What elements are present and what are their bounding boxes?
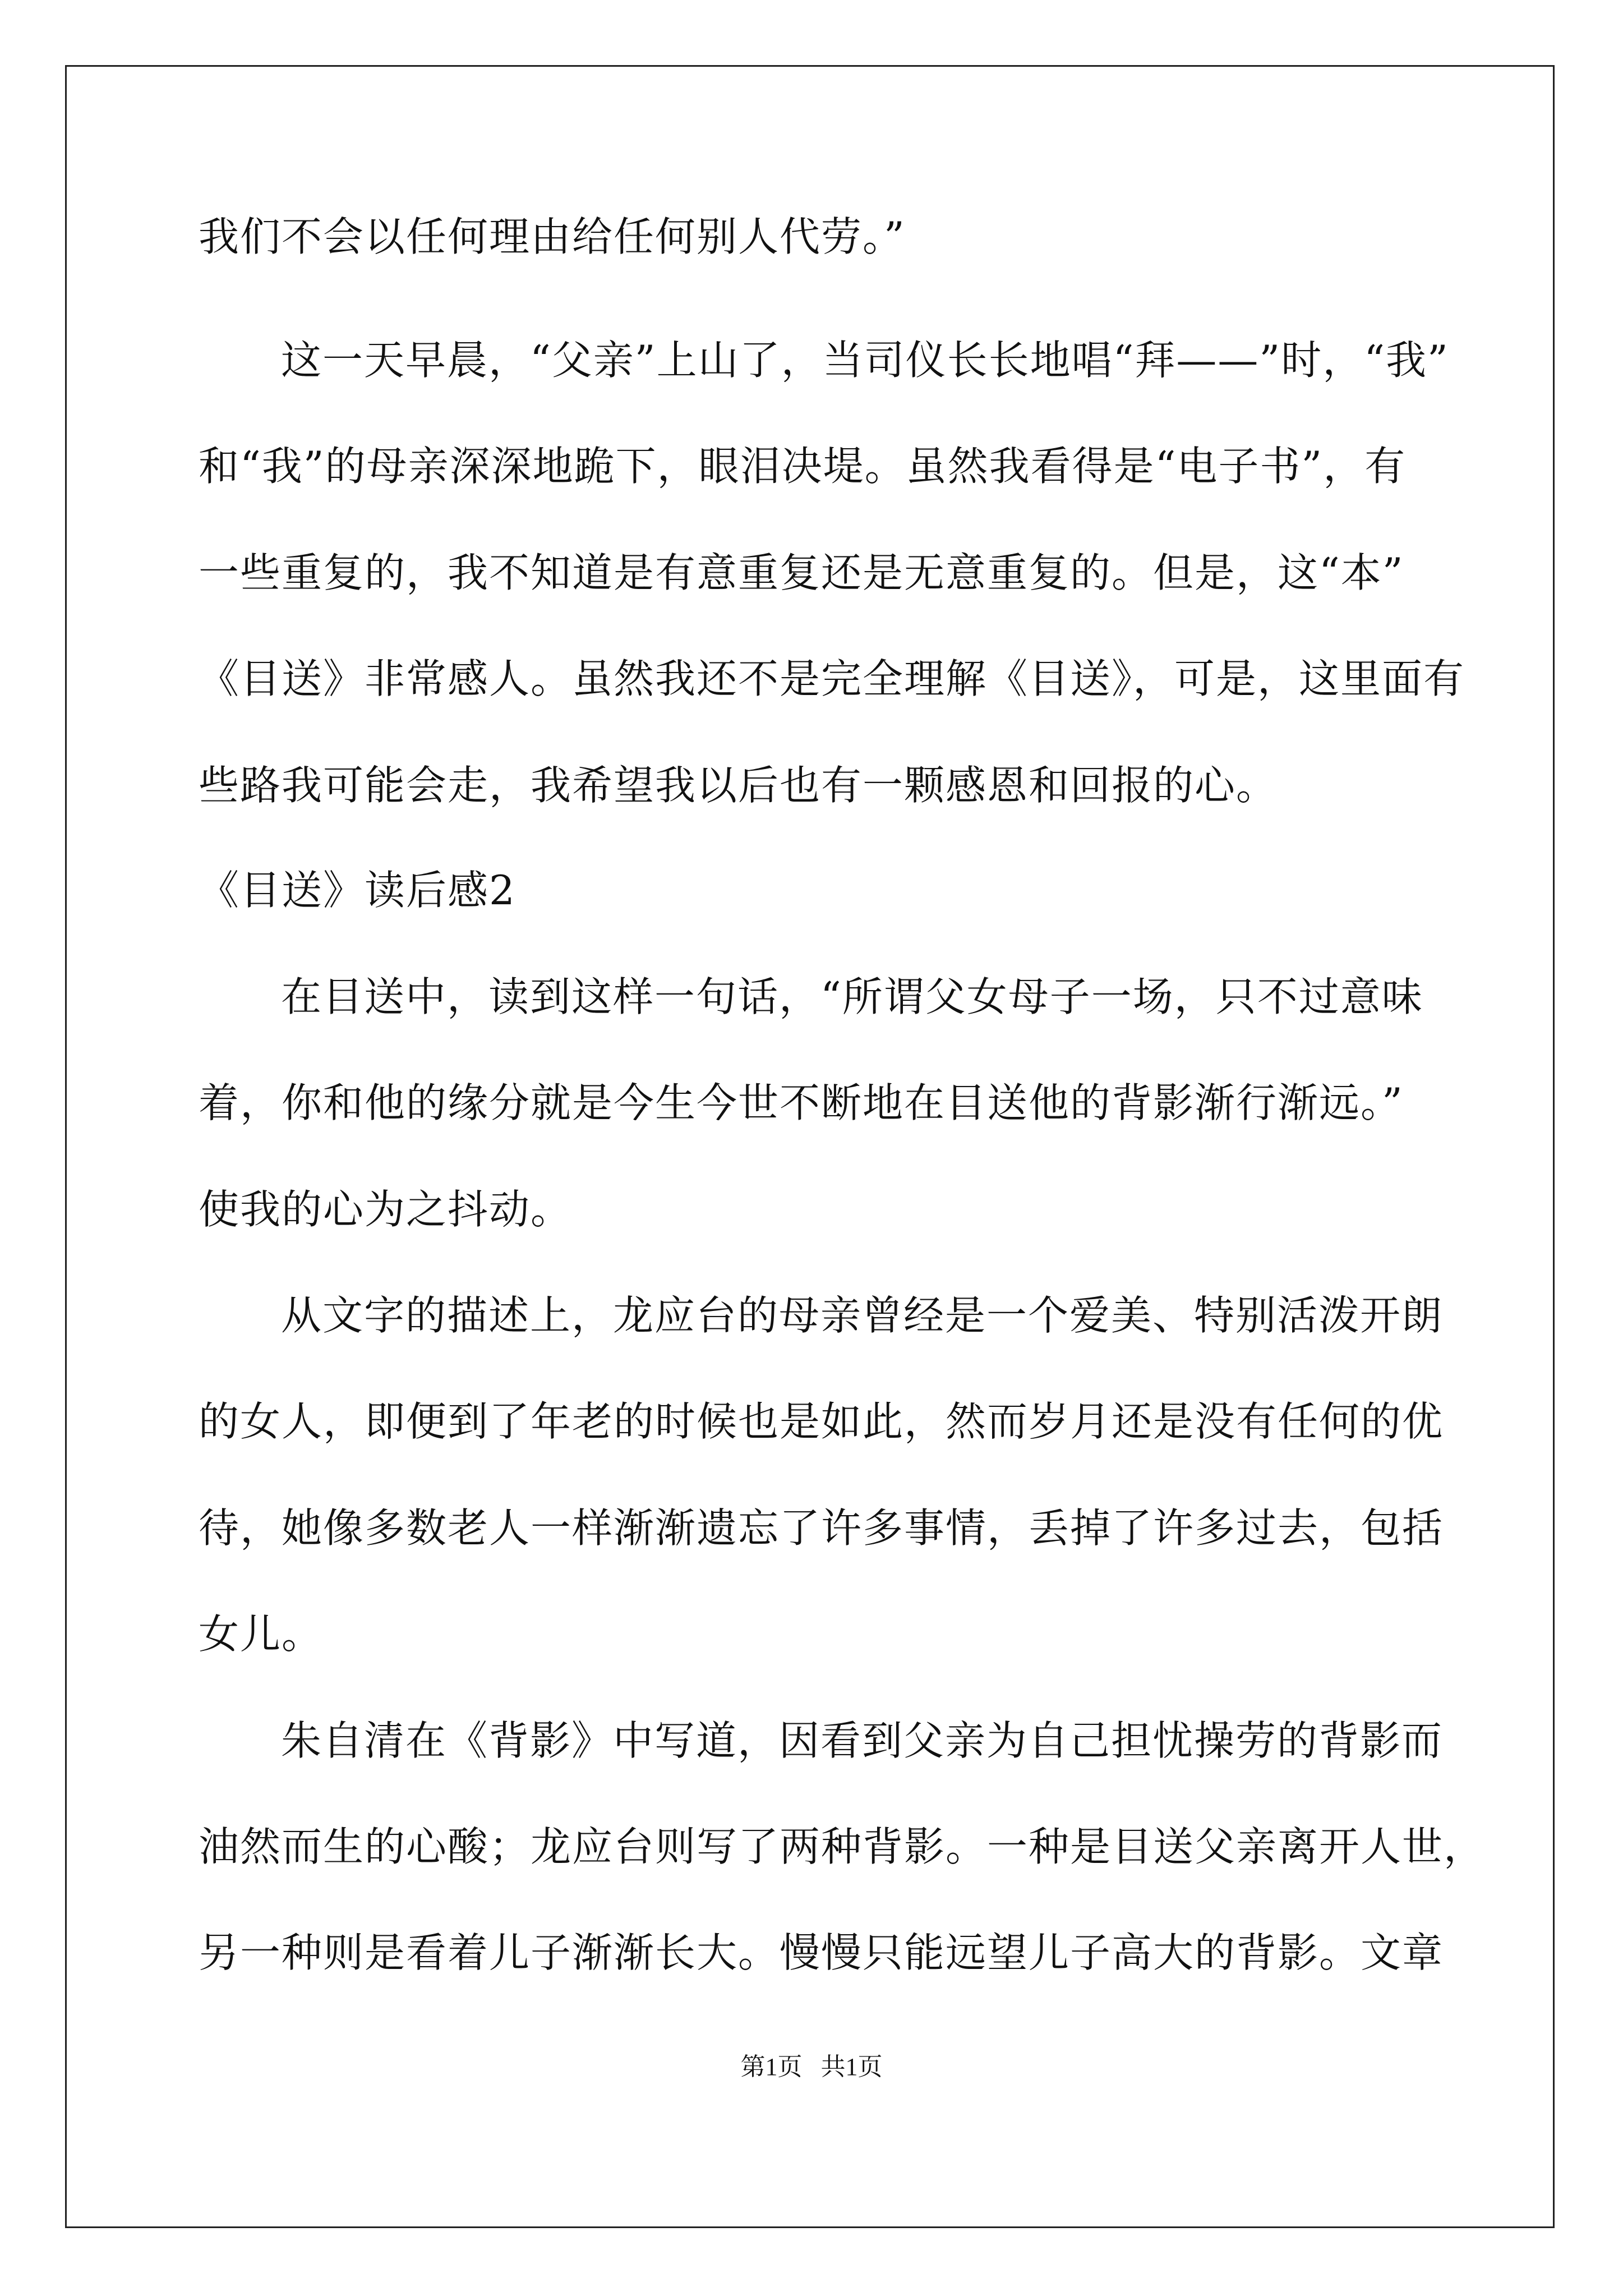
section-heading: 《目送》读后感2 [199, 867, 516, 914]
page-footer: 第1页 共1页 [740, 2053, 883, 2081]
text-line: 使我的心为之抖动。 [199, 1186, 573, 1233]
text-line: 我们不会以任何理由给任何别人代劳。” [199, 213, 906, 260]
paragraph-first-line: 从文字的描述上，龙应台的母亲曾经是一个爱美、特别活泼开朗 [281, 1292, 1444, 1339]
text-line: 《目送》非常感人。虽然我还不是完全理解《目送》，可是，这里面有 [199, 655, 1465, 702]
text-line: 着，你和他的缘分就是今生今世不断地在目送他的背影渐行渐远。” [199, 1079, 1404, 1126]
paragraph-first-line: 这一天早晨，“父亲”上山了，当司仪长长地唱“拜——”时，“我” [281, 337, 1449, 384]
text-line: 女儿。 [199, 1611, 324, 1658]
text-line: 和“我”的母亲深深地跪下，眼泪决堤。虽然我看得是“电子书”，有 [199, 443, 1407, 490]
text-line: 的女人，即便到了年老的时候也是如此，然而岁月还是没有任何的优 [199, 1398, 1444, 1445]
page-border [65, 65, 1555, 2228]
text-line: 一些重复的，我不知道是有意重复还是无意重复的。但是，这“本” [199, 549, 1404, 596]
paragraph-first-line: 在目送中，读到这样一句话，“所谓父女母子一场，只不过意味 [281, 973, 1423, 1020]
text-line: 待，她像多数老人一样渐渐遗忘了许多事情，丢掉了许多过去，包括 [199, 1504, 1444, 1552]
text-line: 些路我可能会走，我希望我以后也有一颗感恩和回报的心。 [199, 762, 1278, 809]
text-line: 另一种则是看着儿子渐渐长大。慢慢只能远望儿子高大的背影。文章 [199, 1929, 1444, 1976]
text-line: 油然而生的心酸；龙应台则写了两种背影。一种是目送父亲离开人世， [199, 1823, 1486, 1870]
paragraph-first-line: 朱自清在《背影》中写道，因看到父亲为自己担忧操劳的背影而 [281, 1717, 1444, 1764]
